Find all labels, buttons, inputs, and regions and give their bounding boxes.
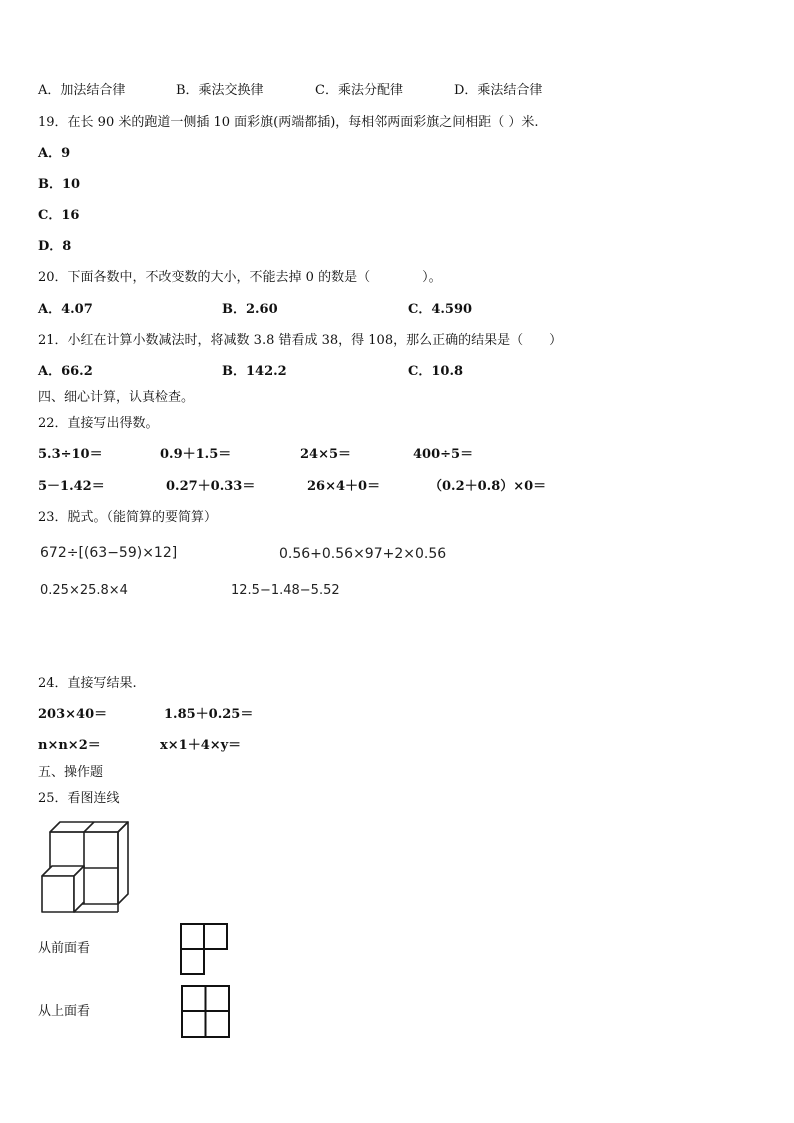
cube-stack-figure: [38, 818, 138, 918]
q21-option-a: A．66.2: [38, 364, 93, 379]
q19-option-c: C．16: [38, 208, 80, 223]
q18-option-b: B．乘法交换律: [176, 83, 264, 98]
q20-option-b: B．2.60: [222, 302, 278, 317]
front-view-label: 从前面看: [38, 941, 91, 956]
q22-item: 0.27＋0.33＝: [166, 479, 256, 494]
q24-stem: 24．直接写结果.: [38, 676, 137, 691]
q22-item: 24×5＝: [300, 447, 352, 462]
q20-stem: 20．下面各数中，不改变数的大小，不能去掉 0 的数是（ ）。: [38, 270, 442, 285]
q18-option-c: C．乘法分配律: [315, 83, 403, 98]
q22-item: （0.2＋0.8）×0＝: [429, 479, 547, 494]
q23-expression-2: 0.56+0.56×97+2×0.56: [279, 546, 447, 562]
top-view-grid[interactable]: [181, 985, 231, 1039]
q18-option-d: D．乘法结合律: [454, 83, 543, 98]
q23-expression-1: 672÷[(63−59)×12]: [40, 545, 178, 561]
top-view-label: 从上面看: [38, 1004, 91, 1019]
q20-option-c: C．4.590: [408, 302, 473, 317]
q25-stem: 25．看图连线: [38, 791, 120, 806]
q22-item: 5.3÷10＝: [38, 447, 103, 462]
q21-stem: 21．小红在计算小数减法时，将减数 3.8 错看成 38，得 108，那么正确的结果是（ ）: [38, 333, 563, 348]
q20-option-a: A．4.07: [38, 302, 93, 317]
q22-item: 0.9＋1.5＝: [160, 447, 232, 462]
q21-option-b: B．142.2: [222, 364, 287, 379]
q22-item: 26×4＋0＝: [307, 479, 381, 494]
q21-option-c: C．10.8: [408, 364, 464, 379]
q19-option-b: B．10: [38, 177, 81, 192]
q23-expression-3: 0.25×25.8×4: [40, 583, 128, 598]
q24-item: n×n×2＝: [38, 738, 101, 753]
front-view-grid[interactable]: [180, 923, 230, 975]
q22-item: 5－1.42＝: [38, 479, 105, 494]
q19-stem: 19．在长 90 米的跑道一侧插 10 面彩旗(两端都插)，每相邻两面彩旗之间相距（ ）米.: [38, 115, 539, 130]
q24-item: 203×40＝: [38, 707, 108, 722]
q19-option-a: A．9: [38, 146, 71, 161]
q22-stem: 22．直接写出得数。: [38, 416, 159, 431]
q24-item: x×1＋4×y＝: [160, 738, 242, 753]
q24-item: 1.85＋0.25＝: [164, 707, 254, 722]
q19-option-d: D．8: [38, 239, 72, 254]
q23-stem: 23．脱式。（能简算的要简算）: [38, 510, 218, 525]
section-4-heading: 四、细心计算，认真检查。: [38, 390, 195, 405]
q22-item: 400÷5＝: [413, 447, 474, 462]
q23-expression-4: 12.5−1.48−5.52: [231, 583, 340, 598]
section-5-heading: 五、操作题: [38, 765, 104, 780]
q18-option-a: A．加法结合律: [38, 83, 126, 98]
